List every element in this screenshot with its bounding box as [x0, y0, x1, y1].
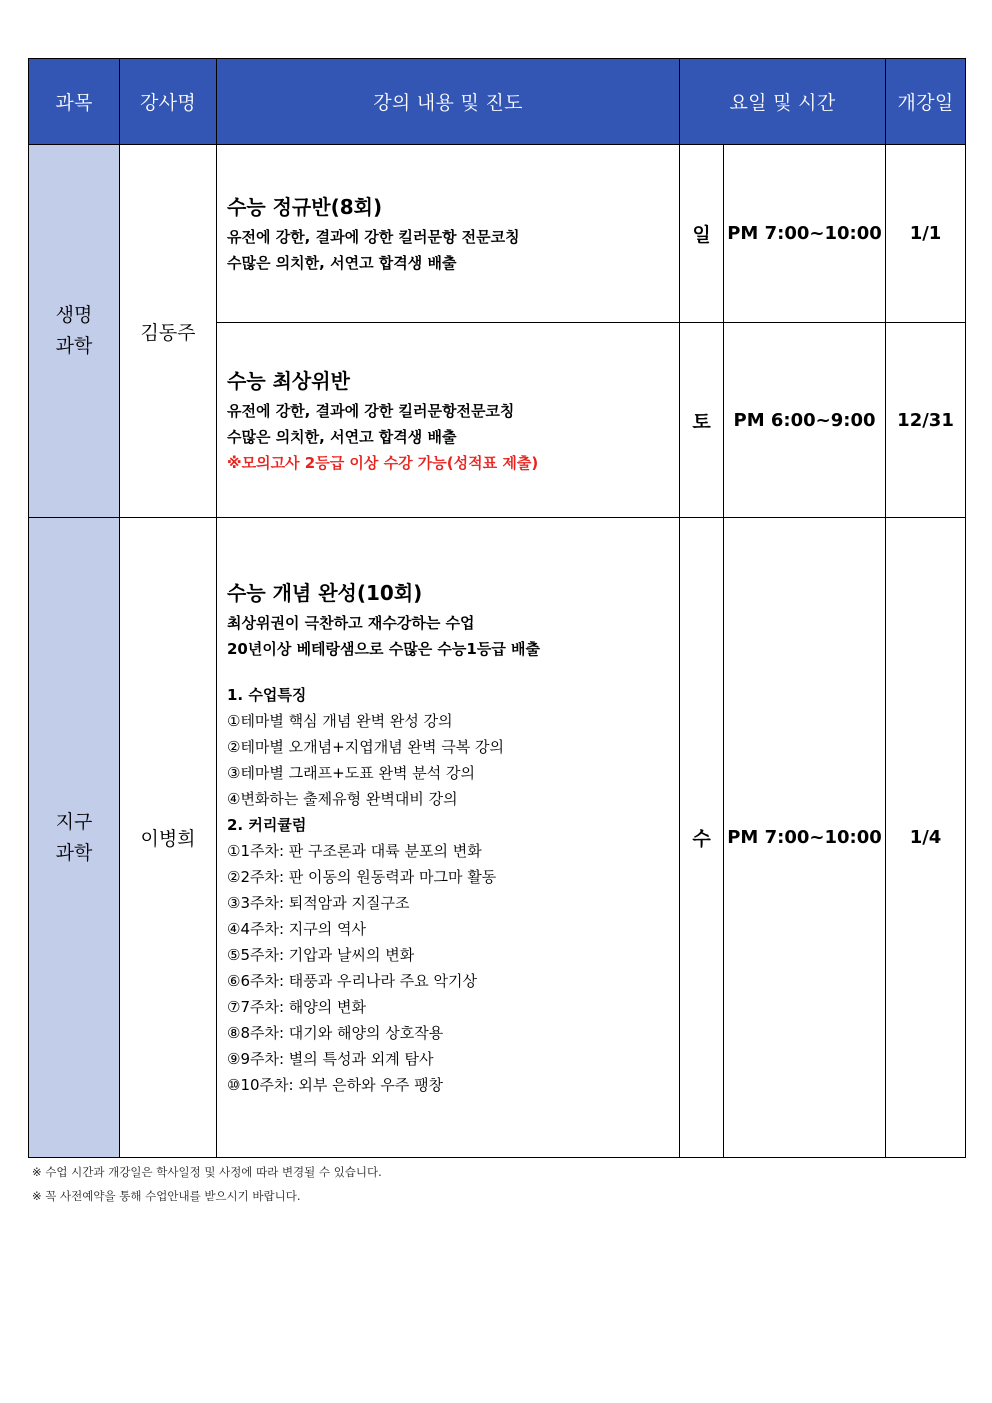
course-time: PM 7:00~10:00	[724, 145, 886, 323]
schedule-table	[28, 58, 966, 1158]
subject-label: 과학	[55, 335, 93, 357]
course-start-date: 1/4	[886, 518, 966, 1158]
footnotes	[32, 1160, 382, 1208]
course-day: 일	[680, 145, 724, 323]
list-item: ⑤5주차: 기압과 날씨의 변화	[227, 946, 415, 964]
course-desc: 유전에 강한, 결과에 강한 킬러문항전문코칭	[227, 401, 515, 420]
teacher-name: 이병희	[120, 518, 217, 1158]
list-item: ⑥6주차: 태풍과 우리나라 주요 악기상	[227, 972, 477, 990]
list-item: ②테마별 오개념+지엽개념 완벽 극복 강의	[227, 738, 504, 756]
list-item: ③3주차: 퇴적암과 지질구조	[227, 894, 410, 912]
list-item: ④4주차: 지구의 역사	[227, 920, 367, 938]
subject-label: 지구	[55, 810, 93, 833]
course-content	[217, 323, 680, 518]
subject-label: 과학	[55, 841, 93, 864]
subject-cell	[29, 518, 120, 1158]
course-title: 수능 정규반(8회)	[227, 195, 383, 219]
course-time: PM 7:00~10:00	[724, 518, 886, 1158]
course-desc: 최상위권이 극찬하고 재수강하는 수업	[227, 614, 475, 632]
course-time: PM 6:00~9:00	[724, 323, 886, 518]
course-desc: 수많은 의치한, 서연고 합격생 배출	[227, 427, 457, 446]
subject-label: 생명	[55, 304, 93, 326]
course-desc: 수많은 의치한, 서연고 합격생 배출	[227, 254, 457, 272]
footnote: ※ 수업 시간과 개강일은 학사일정 및 사정에 따라 변경될 수 있습니다.	[32, 1165, 382, 1179]
header-content: 강의 내용 및 진도	[217, 59, 680, 145]
course-start-date: 12/31	[886, 323, 966, 518]
course-desc: 20년이상 베테랑샘으로 수많은 수능1등급 배출	[227, 640, 541, 658]
table-row	[29, 145, 966, 323]
course-day: 수	[680, 518, 724, 1158]
section-title: 1. 수업특징	[227, 686, 307, 704]
course-day: 토	[680, 323, 724, 518]
list-item: ③테마별 그래프+도표 완벽 분석 강의	[227, 764, 475, 782]
header-start-date: 개강일	[886, 59, 966, 145]
list-item: ⑧8주차: 대기와 해양의 상호작용	[227, 1024, 444, 1042]
list-item: ⑩10주차: 외부 은하와 우주 팽창	[227, 1076, 444, 1094]
header-day-time: 요일 및 시간	[680, 59, 886, 145]
subject-cell	[29, 145, 120, 518]
course-desc: 유전에 강한, 결과에 강한 킬러문항 전문코칭	[227, 228, 520, 246]
course-start-date: 1/1	[886, 145, 966, 323]
course-title: 수능 최상위반	[227, 368, 350, 393]
header-row	[29, 59, 966, 145]
course-content	[217, 518, 680, 1158]
list-item: ①1주차: 판 구조론과 대륙 분포의 변화	[227, 842, 482, 860]
course-title: 수능 개념 완성(10회)	[227, 581, 423, 605]
list-item: ②2주차: 판 이동의 원동력과 마그마 활동	[227, 868, 497, 886]
table-row	[29, 518, 966, 1158]
section-title: 2. 커리큘럼	[227, 816, 307, 834]
list-item: ①테마별 핵심 개념 완벽 완성 강의	[227, 712, 453, 730]
list-item: ⑨9주차: 별의 특성과 외계 탐사	[227, 1050, 434, 1068]
list-item: ⑦7주차: 해양의 변화	[227, 998, 367, 1016]
header-subject: 과목	[29, 59, 120, 145]
course-content	[217, 145, 680, 323]
course-notice: ※모의고사 2등급 이상 수강 가능(성적표 제출)	[227, 453, 539, 472]
list-item: ④변화하는 출제유형 완벽대비 강의	[227, 790, 458, 808]
header-teacher: 강사명	[120, 59, 217, 145]
teacher-name: 김동주	[120, 145, 217, 518]
footnote: ※ 꼭 사전예약을 통해 수업안내를 받으시기 바랍니다.	[32, 1189, 301, 1203]
spacer	[227, 662, 679, 682]
